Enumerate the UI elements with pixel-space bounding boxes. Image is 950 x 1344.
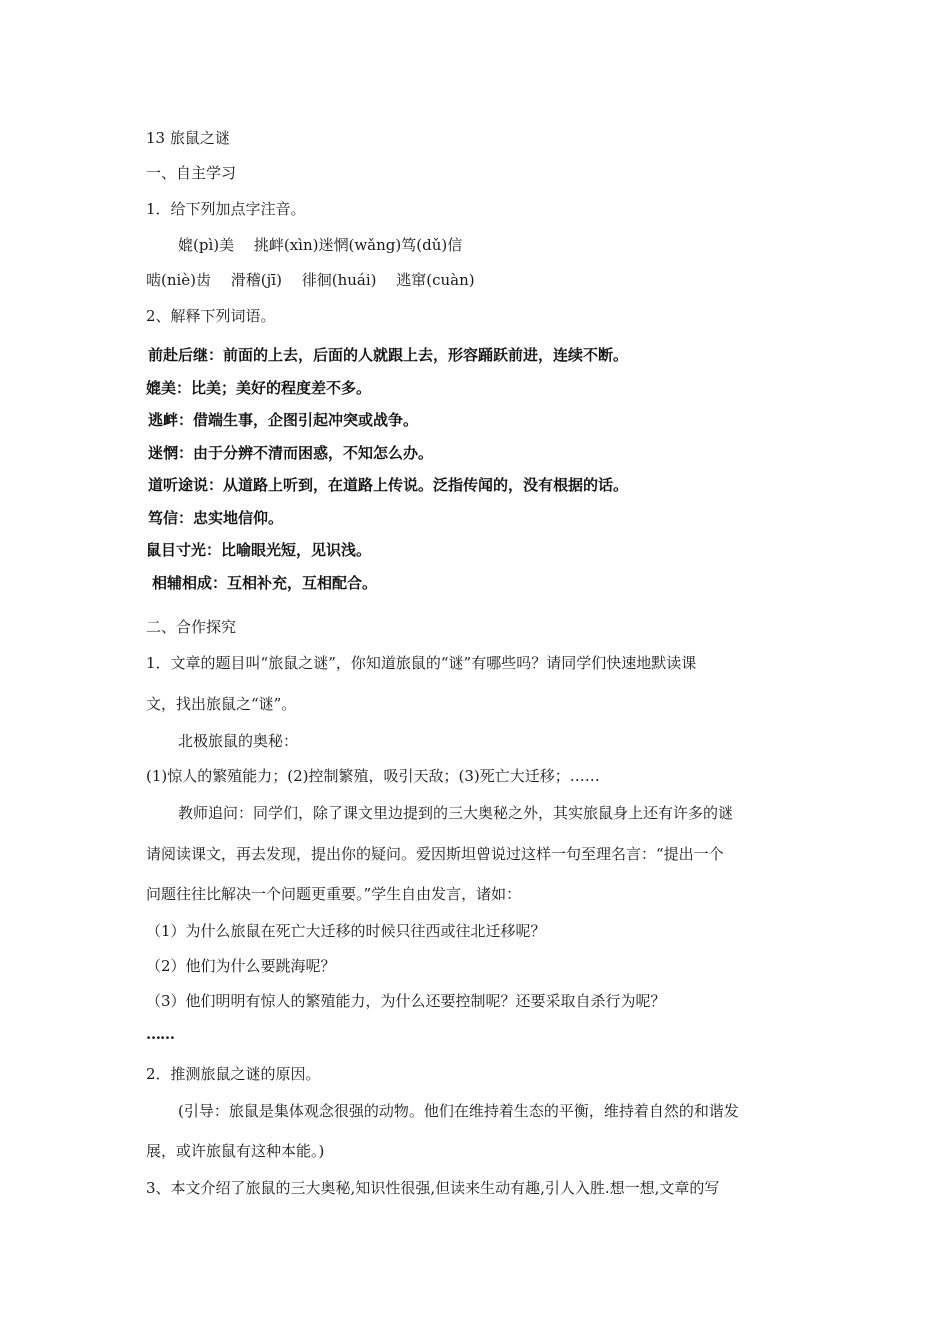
secret-items: (1)惊人的繁殖能力；(2)控制繁殖，吸引天敌；(3)死亡大迁移；…… (146, 767, 600, 785)
question-2-reasons: 2．推测旅鼠之谜的原因。 (146, 1065, 321, 1083)
teacher-question-line-1: 教师追问：同学们，除了课文里边提到的三大奥秘之外，其实旅鼠身上还有许多的谜 (178, 804, 734, 822)
teacher-question-line-2: 请阅读课文，再去发现，提出你的疑问。爱因斯坦曾说过这样一句至理名言：“提出一个 (146, 845, 724, 863)
definition-item: 迷惘：由于分辨不清而困惑，不知怎么办。 (148, 443, 434, 462)
guide-line-2: 展，或许旅鼠有这种本能。) (146, 1142, 325, 1160)
lesson-title: 13 旅鼠之谜 (146, 129, 230, 147)
question-3-writing: 3、本文介绍了旅鼠的三大奥秘,知识性很强,但读来生动有趣,引人入胜.想一想,文章的写 (146, 1179, 720, 1197)
definition-item: 相辅相成：互相补充，互相配合。 (152, 573, 378, 592)
ellipsis: …… (146, 1025, 174, 1043)
definition-item: 鼠目寸光：比喻眼光短，见识浅。 (146, 541, 372, 559)
secret-title: 北极旅鼠的奥秘： (178, 732, 299, 750)
section-heading-cooperative: 二、合作探究 (146, 618, 237, 636)
definitions-image-block (148, 343, 708, 603)
definition-item: 媲美：比美；美好的程度差不多。 (146, 378, 372, 397)
definition-item: 前赴后继：前面的上去，后面的人就跟上去，形容踊跃前进，连续不断。 (148, 346, 629, 364)
student-question-3: （3）他们明明有惊人的繁殖能力，为什么还要控制呢？还要采取自杀行为呢？ (146, 992, 666, 1010)
pinyin-line-2: 啮(niè)齿 滑稽(jī) 徘徊(huái) 逃窜(cuàn) (146, 271, 475, 289)
pinyin-line-1: 媲(pì)美 挑衅(xìn)迷惘(wǎng)笃(dǔ)信 (178, 236, 463, 254)
guide-line-1: (引导：旅鼠是集体观念很强的动物。他们在维持着生态的平衡，维持着自然的和谐发 (178, 1102, 739, 1120)
teacher-question-line-3: 问题往往比解决一个问题更重要。”学生自由发言，诸如： (146, 885, 522, 903)
question-1-line-2: 文，找出旅鼠之“谜”。 (146, 695, 297, 713)
question-2-definitions: 2、解释下列词语。 (146, 307, 276, 325)
definition-item: 逃衅：借端生事，企图引起冲突或战争。 (148, 411, 419, 429)
student-question-2: （2）他们为什么要跳海呢？ (146, 957, 336, 975)
question-1-phonetics: 1．给下列加点字注音。 (146, 200, 306, 218)
section-heading-self-study: 一、自主学习 (146, 164, 237, 182)
question-1-line-1: 1．文章的题目叫“旅鼠之谜”，你知道旅鼠的“谜”有哪些吗？请同学们快速地默读课 (146, 654, 697, 672)
student-question-1: （1）为什么旅鼠在死亡大迁移的时候只往西或往北迁移呢？ (146, 922, 546, 940)
definition-item: 笃信：忠实地信仰。 (148, 508, 284, 527)
definition-item: 道听途说：从道路上听到，在道路上传说。泛指传闻的，没有根据的话。 (148, 476, 629, 494)
